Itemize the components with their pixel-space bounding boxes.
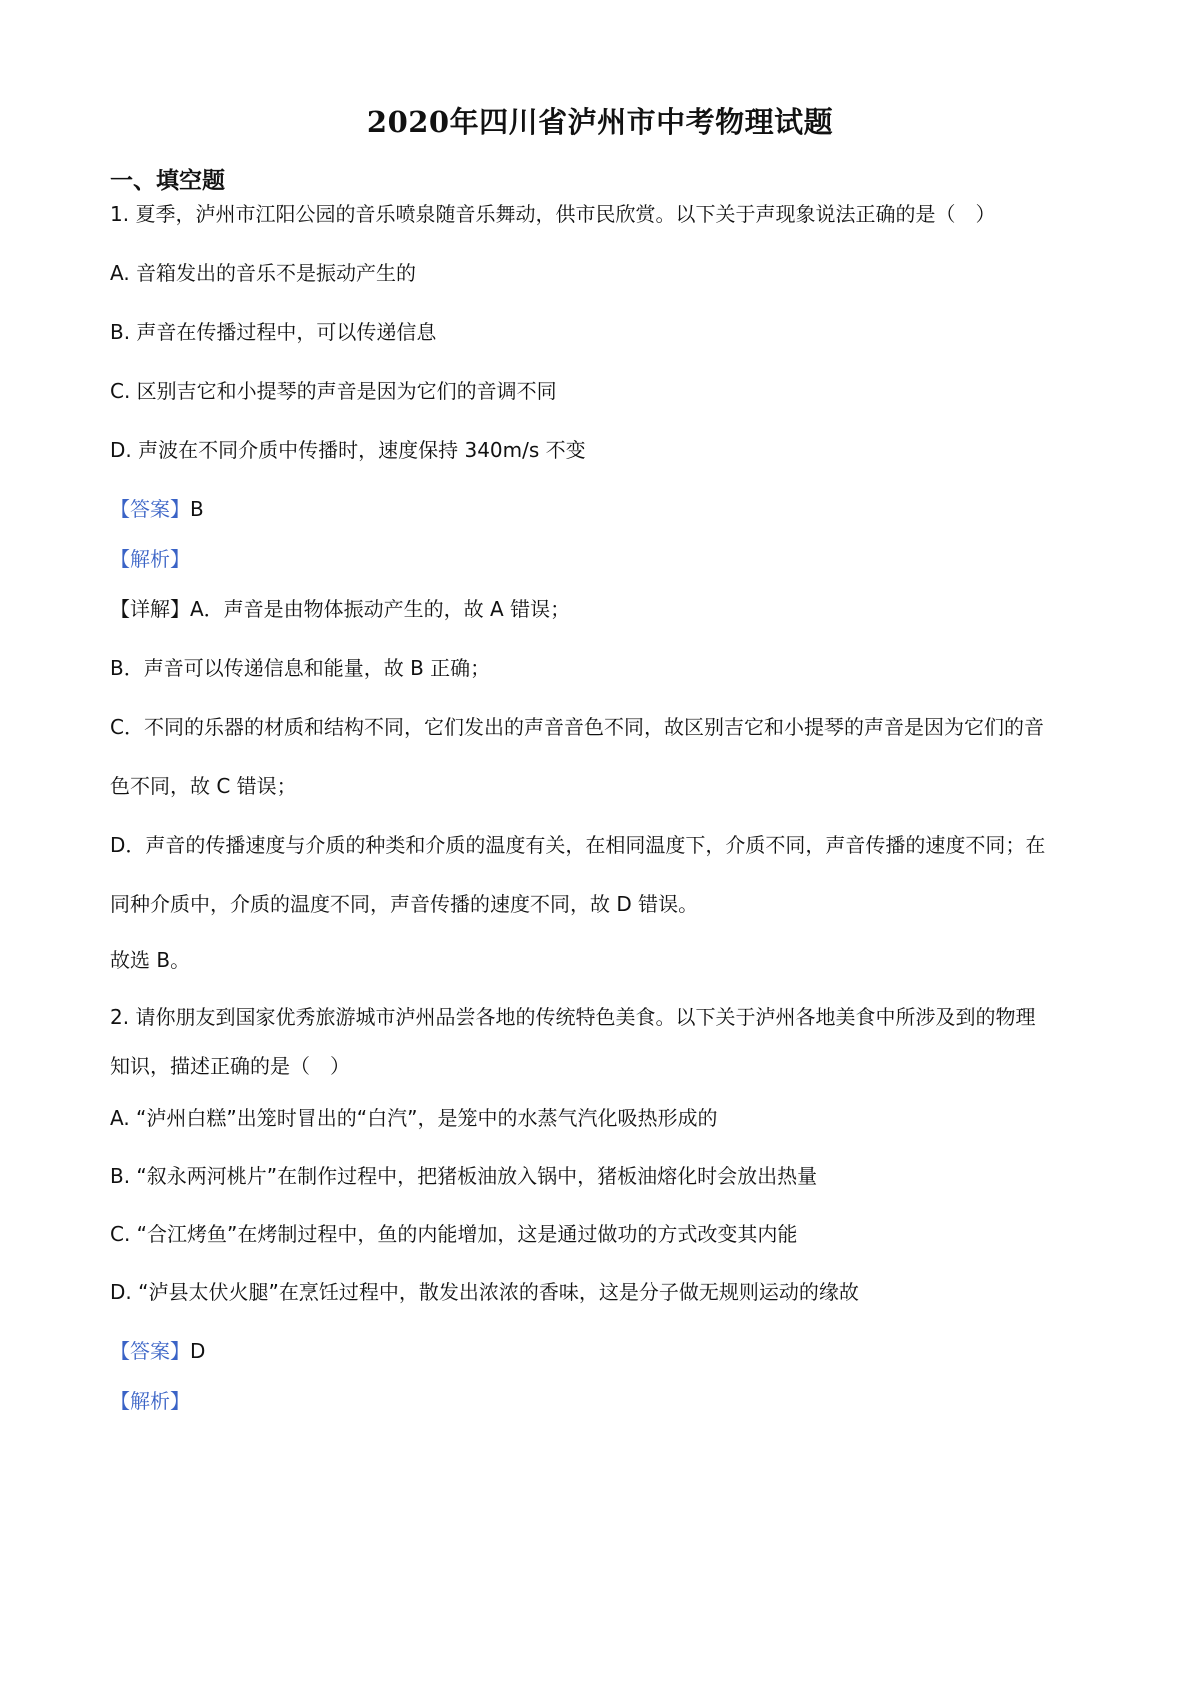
question-2-answer — [110, 1337, 1100, 1365]
question-1-detail-line: B．声音可以传递信息和能量，故 B 正确； — [110, 656, 491, 680]
question-1-option-b: B. 声音在传播过程中，可以传递信息 — [110, 320, 437, 344]
question-1-analysis-label: 【解析】 — [110, 547, 190, 571]
answer-value: D — [190, 1339, 206, 1363]
question-2-option-c: C. “合江烤鱼”在烤制过程中，鱼的内能增加，这是通过做功的方式改变其内能 — [110, 1222, 798, 1246]
question-1-detail-line: C．不同的乐器的材质和结构不同，它们发出的声音音色不同，故区别吉它和小提琴的声音是因为它们的音 — [110, 715, 1044, 739]
question-2-option-a: A. “泸州白糕”出笼时冒出的“白汽”，是笼中的水蒸气汽化吸热形成的 — [110, 1106, 718, 1130]
question-2-stem-cont: 知识，描述正确的是（ ） — [110, 1054, 350, 1078]
question-1-option-d: D. 声波在不同介质中传播时，速度保持 340m/s 不变 — [110, 438, 586, 462]
question-2-analysis-label: 【解析】 — [110, 1389, 190, 1413]
question-1-answer — [110, 495, 1100, 523]
answer-label: 【答案】 — [110, 1339, 190, 1363]
question-1-detail-line: 色不同，故 C 错误； — [110, 774, 297, 798]
question-1-conclusion: 故选 B。 — [110, 948, 191, 972]
question-1-option-a: A. 音箱发出的音乐不是振动产生的 — [110, 261, 417, 285]
question-2-option-b: B. “叙永两河桃片”在制作过程中，把猪板油放入锅中，猪板油熔化时会放出热量 — [110, 1164, 818, 1188]
question-2-option-d: D. “泸县太伏火腿”在烹饪过程中，散发出浓浓的香味，这是分子做无规则运动的缘故 — [110, 1280, 859, 1304]
question-1-stem: 1. 夏季，泸州市江阳公园的音乐喷泉随音乐舞动，供市民欣赏。以下关于声现象说法正确的是（ ） — [110, 202, 996, 226]
section-heading: 一、填空题 — [110, 167, 225, 194]
question-1-detail-line: D．声音的传播速度与介质的种类和介质的温度有关，在相同温度下，介质不同，声音传播的速度不同；在 — [110, 833, 1046, 857]
answer-label: 【答案】 — [110, 497, 190, 521]
question-1-detail-line — [110, 595, 1100, 623]
question-1-option-c: C. 区别吉它和小提琴的声音是因为它们的音调不同 — [110, 379, 557, 403]
detail-text: A．声音是由物体振动产生的，故 A 错误； — [190, 597, 571, 621]
detail-label: 【详解】 — [110, 597, 190, 621]
page-title: 2020年四川省泸州市中考物理试题 — [366, 105, 834, 139]
question-1-detail-line: 同种介质中，介质的温度不同，声音传播的速度不同，故 D 错误。 — [110, 892, 699, 916]
question-2-stem: 2. 请你朋友到国家优秀旅游城市泸州品尝各地的传统特色美食。以下关于泸州各地美食中所涉及到的物理 — [110, 1005, 1036, 1029]
answer-value: B — [190, 497, 204, 521]
